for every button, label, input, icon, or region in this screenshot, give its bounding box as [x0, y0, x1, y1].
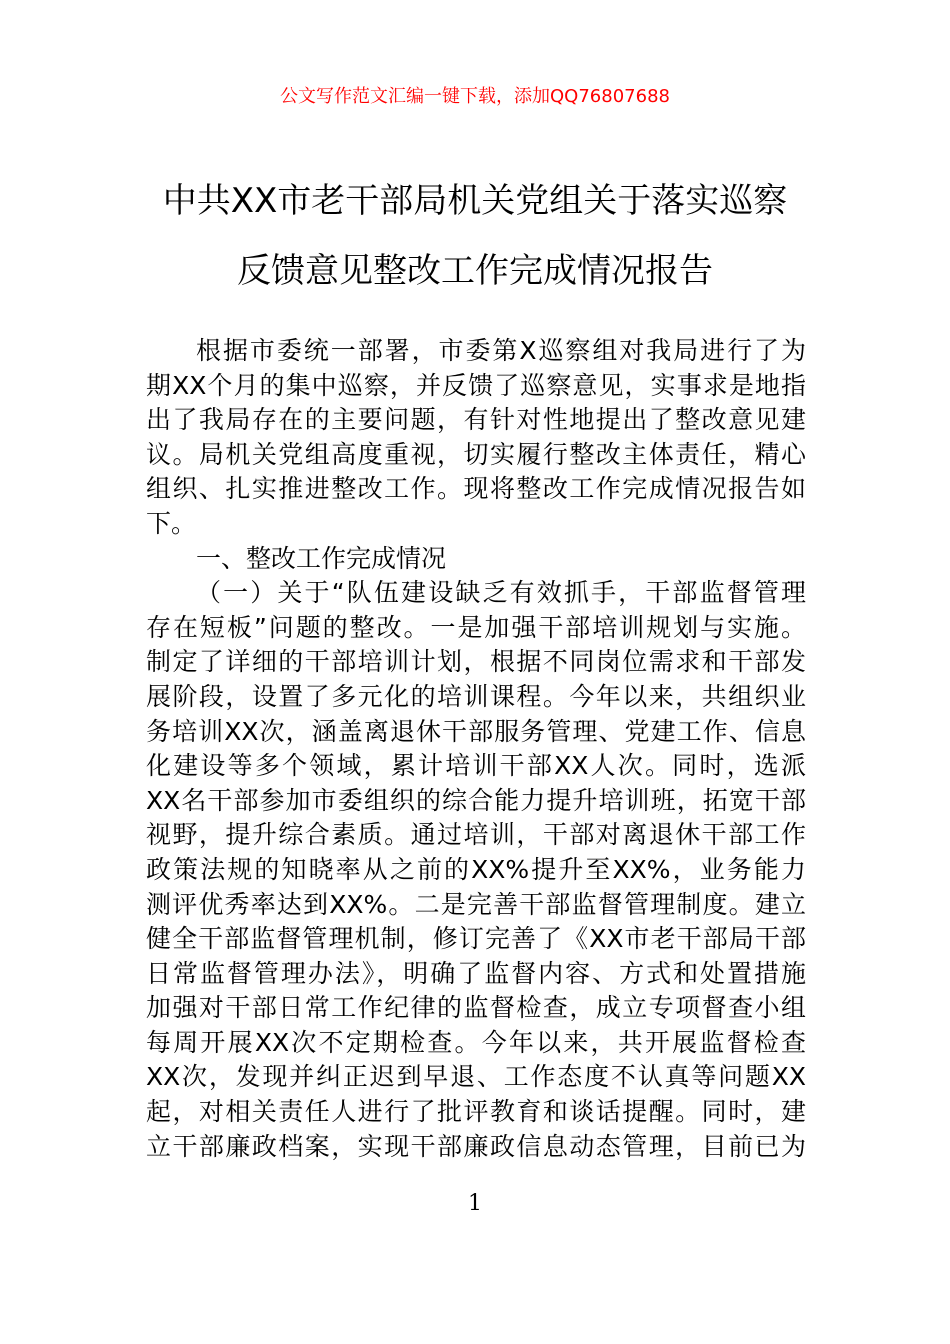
section-heading-1: 一、整改工作完成情况 [196, 543, 447, 573]
paragraph-2-line: 化建设等多个领域，累计培训干部XX人次。同时，选派 [146, 751, 806, 781]
paragraph-2-line: 日常监督管理办法》，明确了监督内容、方式和处置措施 [146, 958, 806, 988]
paragraph-2-line: XX名干部参加市委组织的综合能力提升培训班，拓宽干部 [146, 785, 806, 815]
paragraph-2-line: 务培训XX次，涵盖离退休干部服务管理、党建工作、信息 [146, 716, 806, 746]
paragraph-2-line: 存在短板”问题的整改。一是加强干部培训规划与实施。 [146, 612, 806, 642]
title-line-2: 反馈意见整改工作完成情况报告 [237, 251, 713, 291]
paragraph-2-line: 起，对相关责任人进行了批评教育和谈话提醒。同时，建 [146, 1097, 806, 1127]
page-number: 1 [468, 1191, 482, 1216]
paragraph-2-line: 展阶段，设置了多元化的培训课程。今年以来，共组织业 [146, 681, 806, 711]
paragraph-1-line: 议。局机关党组高度重视，切实履行整改主体责任，精心 [146, 439, 806, 469]
paragraph-2-line: 制定了详细的干部培训计划，根据不同岗位需求和干部发 [146, 647, 806, 677]
paragraph-1-line: 组织、扎实推进整改工作。现将整改工作完成情况报告如 [146, 474, 806, 504]
paragraph-2-line: 加强对干部日常工作纪律的监督检查，成立专项督查小组 [146, 993, 806, 1023]
document-body [146, 334, 806, 1164]
paragraph-1-line: 出了我局存在的主要问题，有针对性地提出了整改意见建 [146, 405, 806, 435]
paragraph-1-line: 期XX个月的集中巡察，并反馈了巡察意见，实事求是地指 [146, 370, 806, 400]
download-banner: 公文写作范文汇编一键下载，添加QQ76807688 [280, 86, 670, 107]
document-title [100, 166, 850, 306]
paragraph-2-line: 政策法规的知晓率从之前的XX%提升至XX%，业务能力 [146, 854, 806, 884]
paragraph-1-line: 下。 [146, 508, 197, 538]
title-line-1: 中共XX市老干部局机关党组关于落实巡察 [162, 181, 788, 221]
paragraph-2-line: 每周开展XX次不定期检查。今年以来，共开展监督检查 [146, 1027, 806, 1057]
paragraph-2-line: 健全干部监督管理机制，修订完善了《XX市老干部局干部 [146, 924, 806, 954]
paragraph-2-line: XX次，发现并纠正迟到早退、工作态度不认真等问题XX [146, 1062, 806, 1092]
paragraph-2-line: （一）关于“队伍建设缺乏有效抓手，干部监督管理 [196, 578, 806, 608]
paragraph-2-line: 测评优秀率达到XX%。二是完善干部监督管理制度。建立 [146, 889, 806, 919]
paragraph-2-line: 视野，提升综合素质。通过培训，干部对离退休干部工作 [146, 820, 806, 850]
paragraph-2-line: 立干部廉政档案，实现干部廉政信息动态管理，目前已为 [146, 1131, 806, 1161]
paragraph-1-line: 根据市委统一部署，市委第X巡察组对我局进行了为 [196, 336, 806, 365]
